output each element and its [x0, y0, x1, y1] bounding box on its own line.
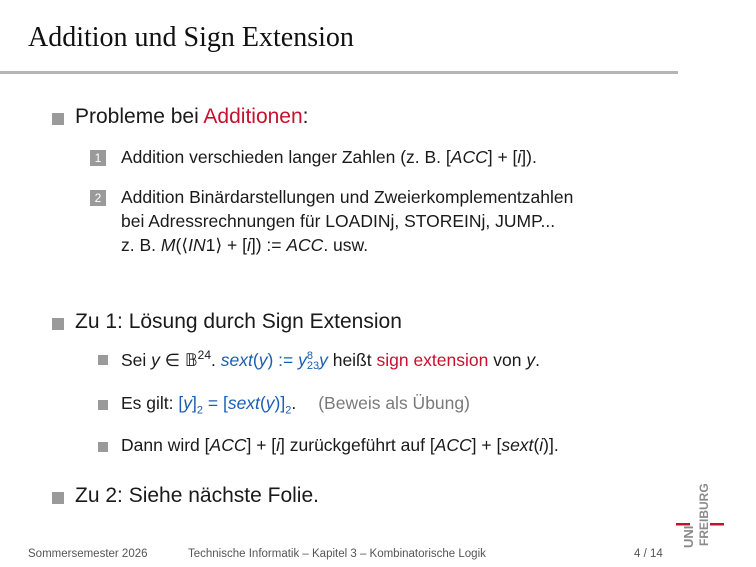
text: ] + [: [471, 435, 502, 455]
math-y: y: [265, 393, 275, 413]
math-sub: 2: [196, 404, 204, 417]
math-y: y: [151, 349, 160, 370]
math-M: M: [160, 235, 176, 255]
highlight-additionen: Additionen: [203, 105, 303, 128]
item-1-text: [121, 147, 537, 168]
math-sext: sext: [501, 435, 534, 455]
math-acc: ACC: [434, 435, 472, 455]
item-2-line-2: bei Adressrechnungen für LOADINj, STOREINj, JUMP...: [121, 211, 556, 231]
sub-bullet-square: [98, 355, 108, 365]
uni-freiburg-logo: [676, 480, 724, 550]
sub-item-dann-wird: [121, 435, 559, 456]
footer-course: Technische Informatik – Kapitel 3 – Kombinatorische Logik: [188, 548, 486, 560]
math-y: y: [319, 349, 328, 370]
text: z. B.: [121, 235, 161, 255]
math-acc: ACC: [286, 235, 324, 255]
text: . usw.: [323, 235, 369, 255]
math-y: y: [298, 349, 307, 370]
math-y: y: [526, 349, 536, 370]
math-acc: ACC: [209, 435, 247, 455]
text: von: [488, 349, 527, 370]
text: heißt: [327, 349, 377, 370]
text: Sei: [121, 349, 152, 370]
bullet-problems: [75, 105, 309, 129]
math-y: y: [258, 349, 268, 370]
text: [: [178, 393, 184, 413]
item-1-part: ] + [: [487, 147, 518, 167]
item-1-i: i: [517, 147, 522, 167]
item-1-part: ]).: [521, 147, 537, 167]
text: ]) :=: [250, 235, 287, 255]
text: )].: [543, 435, 559, 455]
text: 1⟩ + [: [205, 235, 247, 255]
bullet-square: [52, 113, 64, 125]
text: (⟨: [175, 235, 189, 255]
proof-note: (Beweis als Übung): [318, 393, 470, 413]
math-IN: IN: [188, 235, 206, 255]
math-sub: 23: [306, 360, 320, 373]
bullet-zu-2: Zu 2: Siehe nächste Folie.: [75, 484, 319, 507]
text: ) :=: [267, 349, 299, 370]
title-divider: [0, 71, 678, 74]
number-badge-1: 1: [90, 150, 106, 166]
sub-item-sign-extension: [121, 348, 540, 371]
text: ] zurückgeführt auf [: [280, 435, 435, 455]
bullet-square: [52, 318, 64, 330]
math-set: ∈ 𝔹: [159, 349, 198, 370]
text: ] + [: [246, 435, 277, 455]
text: Dann wird [: [121, 435, 210, 455]
sub-bullet-square: [98, 442, 108, 452]
number-badge-2: 2: [90, 190, 106, 206]
text: .: [291, 393, 297, 413]
math-sext: sext: [227, 393, 260, 413]
text: (: [259, 393, 266, 413]
sub-item-es-gilt: [121, 393, 470, 417]
highlight-sign-extension: sign extension: [376, 349, 489, 370]
math-i: i: [246, 235, 251, 255]
math-i: i: [539, 435, 544, 455]
item-1-part: Addition verschieden langer Zahlen (z. B. [: [121, 147, 451, 167]
footer-semester: Sommersemester 2026: [28, 548, 148, 560]
text: Es gilt:: [121, 393, 179, 413]
colon: :: [302, 105, 309, 128]
logo-uni-text: UNI: [681, 525, 696, 548]
logo-freiburg-text: FREIBURG: [697, 483, 711, 546]
text: (: [252, 349, 259, 370]
item-1-acc: ACC: [450, 147, 488, 167]
math-i: i: [276, 435, 281, 455]
bullet-square: [52, 492, 64, 504]
text: (: [533, 435, 540, 455]
math-sext: sext: [220, 349, 253, 370]
text: )]: [274, 393, 286, 413]
math-sub: 2: [285, 404, 292, 417]
item-2-line-3: [121, 235, 368, 256]
text: = [: [203, 393, 228, 413]
item-2-line-1: Addition Binärdarstellungen und Zweierkomplementzahlen: [121, 187, 574, 207]
text: .: [535, 349, 540, 370]
text: ]: [192, 393, 197, 413]
sub-bullet-square: [98, 400, 108, 410]
bullet-text: Probleme bei: [75, 105, 204, 128]
math-y: y: [183, 393, 193, 413]
text: .: [211, 349, 221, 370]
math-sup: 8: [306, 350, 313, 363]
bullet-zu-1: Zu 1: Lösung durch Sign Extension: [75, 310, 402, 333]
slide-title: Addition und Sign Extension: [28, 22, 354, 53]
footer-page-number: 4 / 14: [634, 548, 663, 560]
math-sup: 24: [197, 348, 212, 362]
